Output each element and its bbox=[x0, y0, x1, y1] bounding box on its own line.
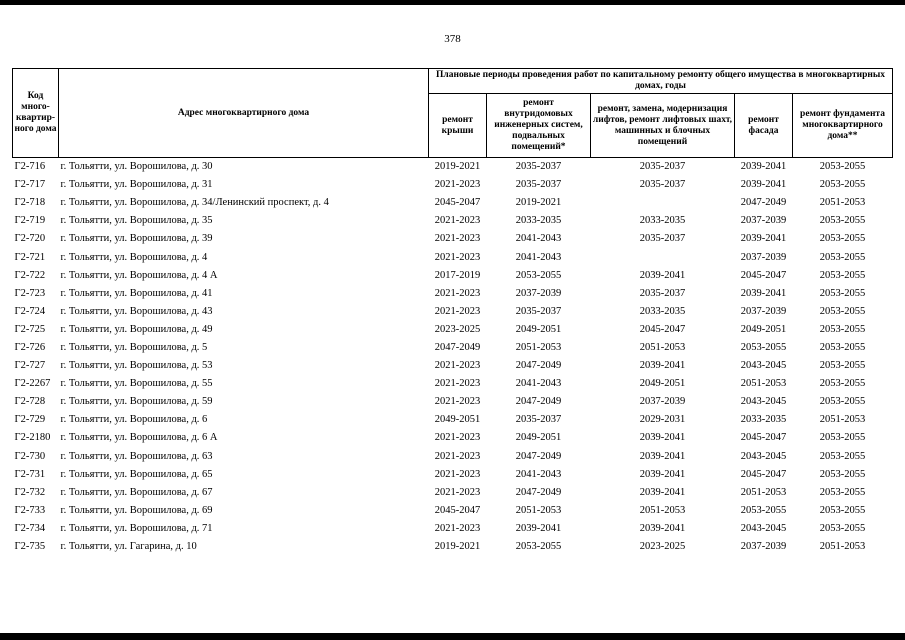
cell-systems: 2035-2037 bbox=[515, 161, 562, 173]
table-row bbox=[13, 158, 893, 177]
cell-lifts: 2039-2041 bbox=[639, 486, 686, 498]
cell-foundation: 2053-2055 bbox=[819, 323, 866, 335]
cell-address: г. Тольятти, ул. Ворошилова, д. 49 bbox=[60, 323, 213, 335]
cell-address: г. Тольятти, ул. Ворошилова, д. 71 bbox=[60, 522, 213, 534]
cell-foundation: 2053-2055 bbox=[819, 269, 866, 281]
cell-systems: 2051-2053 bbox=[515, 341, 562, 353]
table-header-row-1 bbox=[13, 69, 893, 94]
cell-roof: 2021-2023 bbox=[434, 360, 481, 372]
cell-roof: 2019-2021 bbox=[434, 161, 481, 173]
cell-systems: 2041-2043 bbox=[515, 468, 562, 480]
cell-facade: 2043-2045 bbox=[740, 396, 787, 408]
cell-foundation: 2051-2053 bbox=[819, 197, 866, 209]
cell-code: Г2-2180 bbox=[14, 432, 51, 444]
cell-code: Г2-720 bbox=[14, 233, 46, 245]
cell-facade: 2045-2047 bbox=[740, 468, 787, 480]
cell-foundation: 2053-2055 bbox=[819, 432, 866, 444]
table-row bbox=[13, 267, 893, 285]
cell-roof: 2045-2047 bbox=[434, 197, 481, 209]
cell-facade: 2037-2039 bbox=[740, 251, 787, 263]
cell-lifts: 2035-2037 bbox=[639, 233, 686, 245]
cell-foundation: 2053-2055 bbox=[819, 378, 866, 390]
cell-address: г. Тольятти, ул. Ворошилова, д. 30 bbox=[60, 161, 213, 173]
cell-systems: 2053-2055 bbox=[515, 269, 562, 281]
header-roof: ремонт крыши bbox=[429, 94, 487, 158]
cell-address: г. Тольятти, ул. Ворошилова, д. 31 bbox=[60, 179, 213, 191]
top-border-bar bbox=[0, 0, 905, 5]
cell-lifts: 2039-2041 bbox=[639, 522, 686, 534]
cell-foundation: 2053-2055 bbox=[819, 522, 866, 534]
cell-address: г. Тольятти, ул. Ворошилова, д. 34/Ленинский проспект, д. 4 bbox=[60, 197, 329, 209]
cell-code: Г2-716 bbox=[14, 161, 46, 173]
table-body bbox=[13, 158, 893, 557]
cell-lifts: 2037-2039 bbox=[639, 396, 686, 408]
cell-systems: 2033-2035 bbox=[515, 215, 562, 227]
cell-foundation: 2053-2055 bbox=[819, 504, 866, 516]
cell-address: г. Тольятти, ул. Ворошилова, д. 55 bbox=[60, 378, 213, 390]
cell-lifts: 2039-2041 bbox=[639, 432, 686, 444]
header-systems: ремонт внутридомовых инженерных систем, подвальных помещений* bbox=[487, 94, 591, 158]
cell-code: Г2-731 bbox=[14, 468, 46, 480]
cell-roof: 2019-2021 bbox=[434, 541, 481, 553]
cell-facade: 2049-2051 bbox=[740, 323, 787, 335]
cell-code: Г2-717 bbox=[14, 179, 46, 191]
cell-facade: 2037-2039 bbox=[740, 305, 787, 317]
cell-facade: 2039-2041 bbox=[740, 233, 787, 245]
cell-facade: 2043-2045 bbox=[740, 522, 787, 534]
cell-code: Г2-734 bbox=[14, 522, 46, 534]
cell-foundation: 2053-2055 bbox=[819, 396, 866, 408]
cell-systems: 2047-2049 bbox=[515, 396, 562, 408]
cell-address: г. Тольятти, ул. Ворошилова, д. 43 bbox=[60, 305, 213, 317]
cell-systems: 2037-2039 bbox=[515, 287, 562, 299]
cell-address: г. Тольятти, ул. Ворошилова, д. 69 bbox=[60, 504, 213, 516]
cell-roof: 2021-2023 bbox=[434, 378, 481, 390]
table-row bbox=[13, 212, 893, 230]
cell-foundation: 2051-2053 bbox=[819, 541, 866, 553]
cell-facade: 2039-2041 bbox=[740, 161, 787, 173]
cell-address: г. Тольятти, ул. Ворошилова, д. 41 bbox=[60, 287, 213, 299]
cell-code: Г2-726 bbox=[14, 341, 46, 353]
cell-facade: 2053-2055 bbox=[740, 504, 787, 516]
table-row bbox=[13, 520, 893, 538]
cell-foundation: 2053-2055 bbox=[819, 287, 866, 299]
cell-facade: 2039-2041 bbox=[740, 287, 787, 299]
cell-foundation: 2053-2055 bbox=[819, 251, 866, 263]
cell-systems: 2035-2037 bbox=[515, 179, 562, 191]
cell-systems: 2041-2043 bbox=[515, 233, 562, 245]
cell-systems: 2035-2037 bbox=[515, 305, 562, 317]
table-row bbox=[13, 176, 893, 194]
cell-foundation: 2053-2055 bbox=[819, 450, 866, 462]
cell-code: Г2-724 bbox=[14, 305, 46, 317]
cell-lifts: 2049-2051 bbox=[639, 378, 686, 390]
cell-lifts: 2035-2037 bbox=[639, 179, 686, 191]
cell-lifts: 2039-2041 bbox=[639, 468, 686, 480]
cell-systems: 2035-2037 bbox=[515, 414, 562, 426]
cell-lifts: 2035-2037 bbox=[639, 161, 686, 173]
cell-roof: 2021-2023 bbox=[434, 486, 481, 498]
cell-code: Г2-2267 bbox=[14, 378, 51, 390]
table-row bbox=[13, 375, 893, 393]
cell-facade: 2037-2039 bbox=[740, 215, 787, 227]
cell-address: г. Тольятти, ул. Ворошилова, д. 59 bbox=[60, 396, 213, 408]
header-group: Плановые периоды проведения работ по капитальному ремонту общего имущества в многоквартирных домах, годы bbox=[429, 69, 893, 94]
cell-code: Г2-733 bbox=[14, 504, 46, 516]
cell-roof: 2021-2023 bbox=[434, 450, 481, 462]
cell-systems: 2049-2051 bbox=[515, 323, 562, 335]
cell-facade: 2045-2047 bbox=[740, 432, 787, 444]
cell-foundation: 2053-2055 bbox=[819, 468, 866, 480]
cell-foundation: 2053-2055 bbox=[819, 215, 866, 227]
cell-facade: 2037-2039 bbox=[740, 541, 787, 553]
cell-systems: 2047-2049 bbox=[515, 486, 562, 498]
cell-address: г. Тольятти, ул. Ворошилова, д. 5 bbox=[60, 341, 208, 353]
cell-address: г. Тольятти, ул. Ворошилова, д. 53 bbox=[60, 360, 213, 372]
cell-code: Г2-732 bbox=[14, 486, 46, 498]
header-address: Адрес многоквартирного дома bbox=[59, 69, 429, 158]
cell-address: г. Тольятти, ул. Гагарина, д. 10 bbox=[60, 541, 197, 553]
table-row bbox=[13, 230, 893, 248]
cell-roof: 2021-2023 bbox=[434, 305, 481, 317]
cell-systems: 2049-2051 bbox=[515, 432, 562, 444]
table-row bbox=[13, 538, 893, 556]
cell-lifts: 2051-2053 bbox=[639, 341, 686, 353]
cell-code: Г2-722 bbox=[14, 269, 46, 281]
cell-address: г. Тольятти, ул. Ворошилова, д. 39 bbox=[60, 233, 213, 245]
repair-schedule-table bbox=[12, 68, 893, 556]
header-foundation: ремонт фундамента многоквартирного дома** bbox=[793, 94, 893, 158]
cell-facade: 2043-2045 bbox=[740, 360, 787, 372]
cell-facade: 2033-2035 bbox=[740, 414, 787, 426]
cell-address: г. Тольятти, ул. Ворошилова, д. 35 bbox=[60, 215, 213, 227]
table-row bbox=[13, 357, 893, 375]
cell-lifts: 2039-2041 bbox=[639, 360, 686, 372]
cell-lifts: 2029-2031 bbox=[639, 414, 686, 426]
cell-code: Г2-727 bbox=[14, 360, 46, 372]
cell-roof: 2045-2047 bbox=[434, 504, 481, 516]
cell-foundation: 2053-2055 bbox=[819, 305, 866, 317]
cell-systems: 2019-2021 bbox=[515, 197, 562, 209]
table-row bbox=[13, 248, 893, 266]
cell-systems: 2041-2043 bbox=[515, 251, 562, 263]
cell-lifts: 2039-2041 bbox=[639, 450, 686, 462]
cell-roof: 2021-2023 bbox=[434, 396, 481, 408]
cell-facade: 2051-2053 bbox=[740, 378, 787, 390]
cell-facade: 2053-2055 bbox=[740, 341, 787, 353]
table-row bbox=[13, 429, 893, 447]
table-row bbox=[13, 303, 893, 321]
cell-code: Г2-728 bbox=[14, 396, 46, 408]
cell-lifts: 2033-2035 bbox=[639, 305, 686, 317]
cell-lifts bbox=[591, 194, 735, 212]
cell-facade: 2051-2053 bbox=[740, 486, 787, 498]
page-number: 378 bbox=[444, 33, 461, 45]
header-code: Код много-квартир-ного дома bbox=[13, 69, 59, 158]
header-lifts: ремонт, замена, модернизация лифтов, ремонт лифтовых шахт, машинных и блочных помещений bbox=[591, 94, 735, 158]
cell-facade: 2043-2045 bbox=[740, 450, 787, 462]
table-row bbox=[13, 502, 893, 520]
cell-foundation: 2053-2055 bbox=[819, 161, 866, 173]
cell-roof: 2021-2023 bbox=[434, 287, 481, 299]
cell-lifts: 2035-2037 bbox=[639, 287, 686, 299]
header-facade: ремонт фасада bbox=[735, 94, 793, 158]
cell-code: Г2-735 bbox=[14, 541, 46, 553]
cell-systems: 2047-2049 bbox=[515, 450, 562, 462]
table-row bbox=[13, 393, 893, 411]
cell-address: г. Тольятти, ул. Ворошилова, д. 4 А bbox=[60, 269, 218, 281]
cell-roof: 2023-2025 bbox=[434, 323, 481, 335]
cell-address: г. Тольятти, ул. Ворошилова, д. 6 А bbox=[60, 432, 218, 444]
table-row bbox=[13, 339, 893, 357]
cell-roof: 2021-2023 bbox=[434, 251, 481, 263]
cell-code: Г2-718 bbox=[14, 197, 46, 209]
cell-code: Г2-721 bbox=[14, 251, 46, 263]
cell-lifts: 2023-2025 bbox=[639, 541, 686, 553]
table-row bbox=[13, 448, 893, 466]
cell-code: Г2-723 bbox=[14, 287, 46, 299]
cell-facade: 2047-2049 bbox=[740, 197, 787, 209]
cell-systems: 2047-2049 bbox=[515, 360, 562, 372]
cell-address: г. Тольятти, ул. Ворошилова, д. 6 bbox=[60, 414, 208, 426]
cell-foundation: 2053-2055 bbox=[819, 341, 866, 353]
cell-code: Г2-719 bbox=[14, 215, 46, 227]
table-row bbox=[13, 321, 893, 339]
cell-foundation: 2053-2055 bbox=[819, 179, 866, 191]
cell-facade: 2039-2041 bbox=[740, 179, 787, 191]
cell-code: Г2-730 bbox=[14, 450, 46, 462]
cell-lifts: 2039-2041 bbox=[639, 269, 686, 281]
cell-roof: 2017-2019 bbox=[434, 269, 481, 281]
table-row bbox=[13, 466, 893, 484]
cell-lifts: 2045-2047 bbox=[639, 323, 686, 335]
cell-lifts: 2033-2035 bbox=[639, 215, 686, 227]
bottom-border-bar bbox=[0, 633, 905, 640]
cell-systems: 2053-2055 bbox=[515, 541, 562, 553]
table-row bbox=[13, 484, 893, 502]
cell-foundation: 2053-2055 bbox=[819, 233, 866, 245]
cell-lifts: 2051-2053 bbox=[639, 504, 686, 516]
cell-roof: 2021-2023 bbox=[434, 215, 481, 227]
table-row bbox=[13, 411, 893, 429]
cell-foundation: 2053-2055 bbox=[819, 486, 866, 498]
cell-facade: 2045-2047 bbox=[740, 269, 787, 281]
cell-roof: 2021-2023 bbox=[434, 179, 481, 191]
cell-roof: 2047-2049 bbox=[434, 341, 481, 353]
cell-roof: 2049-2051 bbox=[434, 414, 481, 426]
table-row bbox=[13, 285, 893, 303]
cell-foundation: 2051-2053 bbox=[819, 414, 866, 426]
cell-systems: 2039-2041 bbox=[515, 522, 562, 534]
cell-roof: 2021-2023 bbox=[434, 233, 481, 245]
cell-roof: 2021-2023 bbox=[434, 468, 481, 480]
cell-foundation: 2053-2055 bbox=[819, 360, 866, 372]
cell-address: г. Тольятти, ул. Ворошилова, д. 63 bbox=[60, 450, 213, 462]
cell-code: Г2-729 bbox=[14, 414, 46, 426]
cell-roof: 2021-2023 bbox=[434, 432, 481, 444]
cell-roof: 2021-2023 bbox=[434, 522, 481, 534]
cell-address: г. Тольятти, ул. Ворошилова, д. 67 bbox=[60, 486, 213, 498]
cell-systems: 2041-2043 bbox=[515, 378, 562, 390]
cell-address: г. Тольятти, ул. Ворошилова, д. 65 bbox=[60, 468, 213, 480]
table-row bbox=[13, 194, 893, 212]
cell-address: г. Тольятти, ул. Ворошилова, д. 4 bbox=[60, 251, 208, 263]
cell-systems: 2051-2053 bbox=[515, 504, 562, 516]
cell-lifts bbox=[591, 248, 735, 266]
cell-code: Г2-725 bbox=[14, 323, 46, 335]
